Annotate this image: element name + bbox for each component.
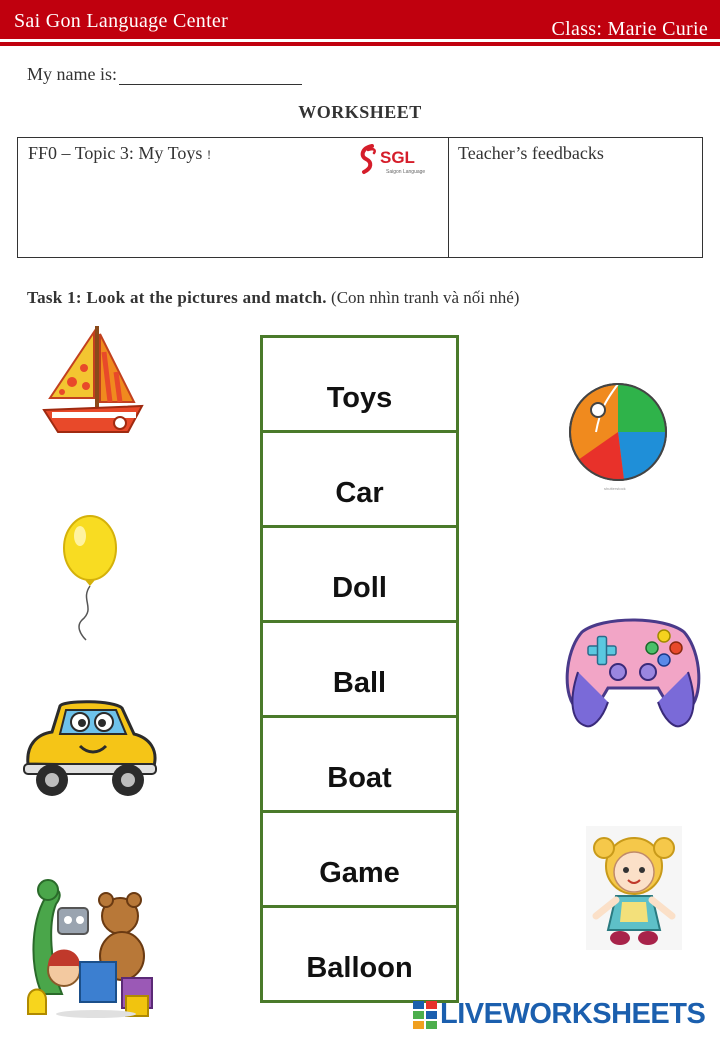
word-label: Boat [327, 762, 392, 794]
word-label: Ball [332, 667, 387, 699]
word-label: Game [319, 857, 400, 889]
word-label: Balloon [306, 952, 413, 984]
word-label: Car [335, 477, 384, 509]
word-cell-doll[interactable] [263, 528, 456, 623]
feedback-label: Teacher’s feedbacks [458, 143, 604, 163]
center-name: Sai Gon Language Center [14, 10, 229, 32]
header-divider [0, 42, 720, 46]
task-title: Task 1: Look at the pictures and match. [27, 288, 327, 307]
toy-pile-icon[interactable] [18, 874, 166, 1020]
task-instruction [27, 288, 519, 308]
svg-text:Saigon Language: Saigon Language [386, 169, 426, 175]
svg-text:shutterstock: shutterstock [604, 486, 626, 491]
liveworksheets-brand [413, 998, 711, 1032]
game-controller-icon[interactable] [562, 602, 704, 732]
balloon-icon[interactable] [58, 512, 120, 642]
liveworksheets-text: LIVEWORKSHEETS [440, 998, 706, 1030]
word-label: Doll [332, 572, 387, 604]
name-label: My name is: [27, 64, 117, 84]
topic-cell [18, 138, 449, 257]
sgl-logo-icon [358, 142, 433, 176]
word-cell-boat[interactable] [263, 718, 456, 813]
topic-suffix: ! [206, 147, 212, 162]
toy-car-icon[interactable] [18, 694, 160, 804]
topic-title: FF0 – Topic 3: My Toys [28, 143, 203, 163]
word-cell-balloon[interactable] [263, 908, 456, 1000]
worksheet-title: WORKSHEET [298, 102, 422, 122]
word-cell-game[interactable] [263, 813, 456, 908]
name-row [27, 64, 302, 85]
header-bar [0, 0, 720, 39]
beach-ball-icon[interactable] [566, 380, 672, 492]
sailboat-icon[interactable] [42, 322, 144, 440]
doll-icon[interactable] [586, 826, 682, 950]
liveworksheets-logo-icon [413, 1001, 437, 1029]
word-cell-ball[interactable] [263, 623, 456, 718]
info-table [17, 137, 703, 258]
word-label: Toys [326, 382, 393, 414]
svg-text:SGL: SGL [380, 148, 415, 167]
name-field[interactable] [119, 66, 302, 85]
word-cell-toys[interactable] [263, 338, 456, 433]
task-hint: (Con nhìn tranh và nối nhé) [331, 288, 520, 307]
topic-text [28, 143, 211, 164]
word-cell-car[interactable] [263, 433, 456, 528]
feedback-cell [449, 138, 702, 257]
class-label: Class: Marie Curie [551, 18, 708, 40]
word-table [260, 335, 459, 1003]
